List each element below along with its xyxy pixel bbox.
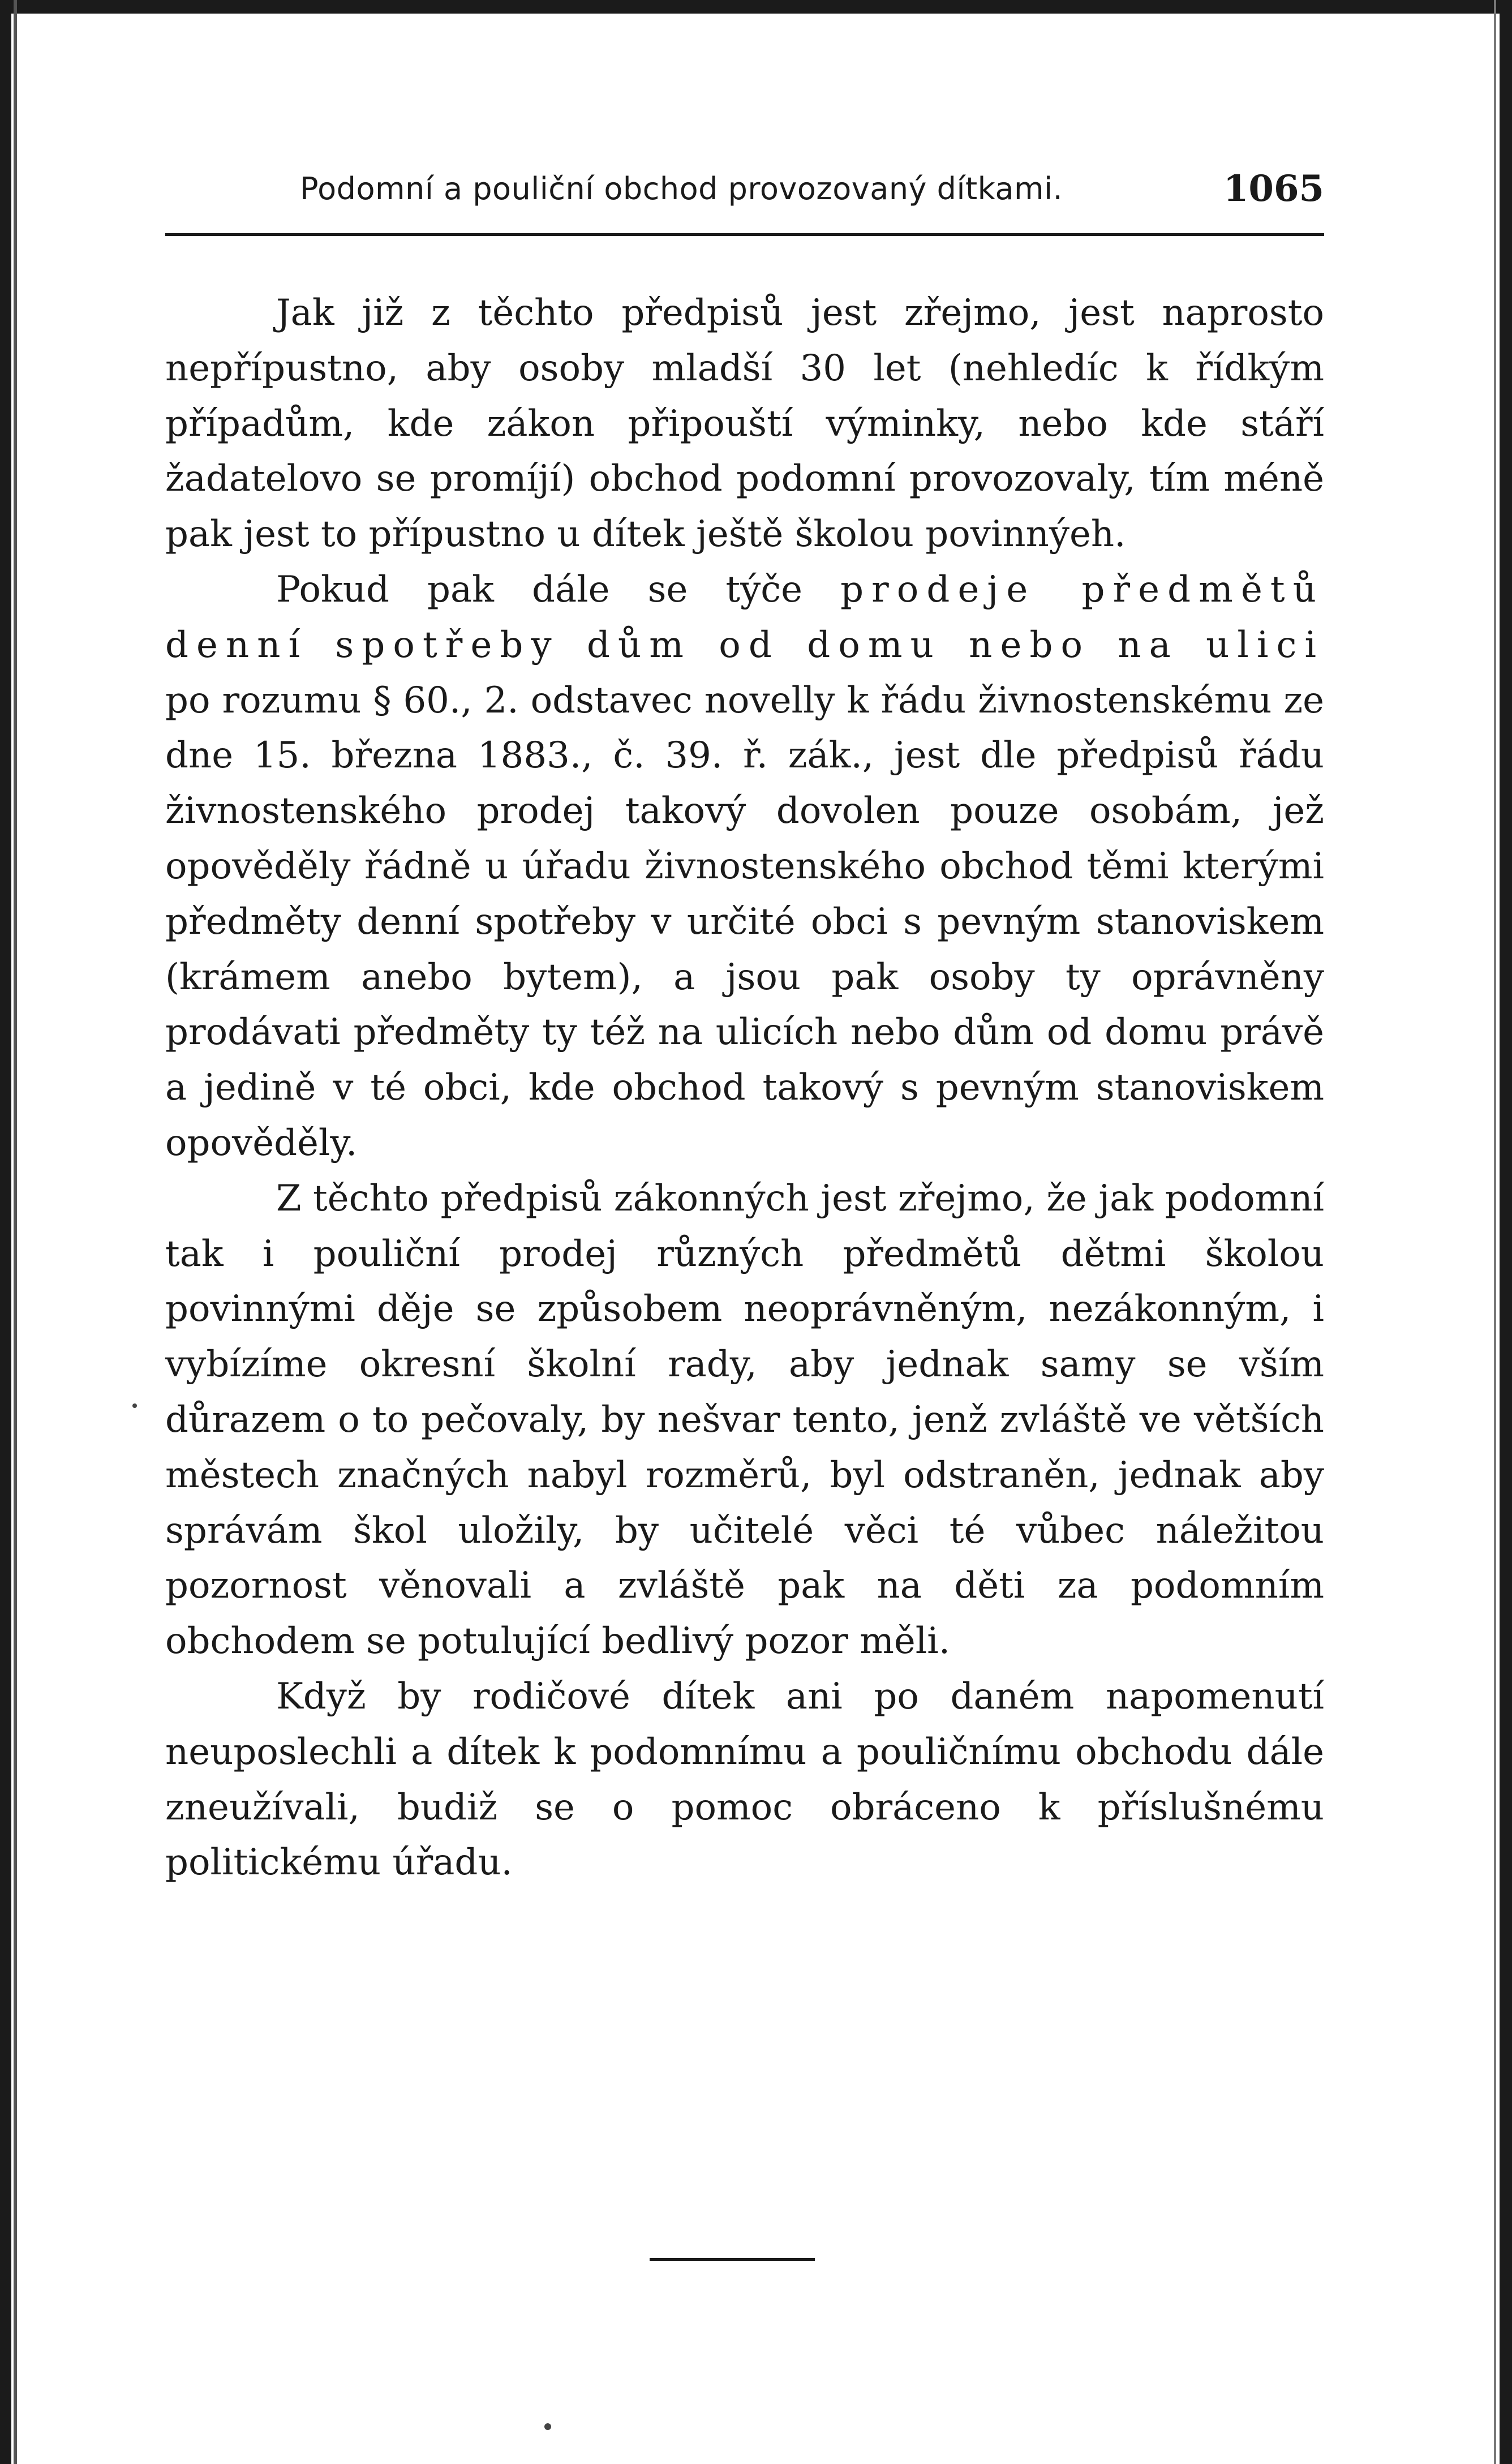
- paragraph-2-lead: Pokud pak dále se týče: [276, 568, 841, 611]
- paragraph-4: [165, 1669, 1324, 1891]
- paragraph-4-text: Když by rodičové dítek ani po daném napomenutí neuposlechli a dítek k podomnímu a pouličnímu obchodu dále zneužívali, budiž se o pomoc obráceno k příslušnému politickému úřadu.: [165, 1675, 1324, 1884]
- page-number: 1065: [1223, 168, 1324, 210]
- scan-speck: [132, 1403, 137, 1408]
- scan-border-right-inner: [1494, 0, 1496, 2464]
- paragraph-2-emphasis: prodeje předmětů denní spotřeby dům od domu nebo na ulici: [165, 568, 1325, 666]
- paragraph-2: [165, 563, 1324, 1171]
- paragraph-1-text: Jak již z těchto předpisů jest zřejmo, jest naprosto nepřípustno, aby osoby mladší 30 let (nehledíc k řídkým případům, kde zákon připouští výminky, nebo kde stáří žadatelovo se promíjí) obchod podomní provozovaly, tím méně pak jest to přípustno u dítek ještě školou povinnýeh.: [165, 292, 1324, 556]
- paragraph-3-text: Z těchto předpisů zákonných jest zřejmo, že jak podomní tak i pouliční prodej různých předmětů dětmi školou povinnými děje se způsobem neoprávněným, nezákonným, i vybízíme okresní školní rady, aby jednak samy se vším důrazem o to pečovaly, by nešvar tento, jenž zvláště ve větších městech značných nabyl rozměrů, byl odstraněn, jednak aby správám škol uložily, by učitelé věci té vůbec náležitou pozornost věnovali a zvláště pak na děti za podomním obchodem se potulující bedlivý pozor měli.: [165, 1177, 1324, 1663]
- scan-border-left: [0, 0, 11, 2464]
- running-title: Podomní a pouliční obchod provozovaný dítkami.: [300, 171, 1063, 207]
- end-rule: [650, 2258, 815, 2261]
- body-text: [165, 286, 1324, 1891]
- paragraph-1: [165, 286, 1324, 563]
- header-rule: [165, 233, 1324, 236]
- scan-border-left-inner: [14, 0, 17, 2464]
- scan-speck: [544, 2423, 551, 2430]
- paragraph-3: [165, 1171, 1324, 1669]
- scan-border-top: [0, 0, 1512, 14]
- page-header: [300, 164, 1324, 215]
- paragraph-2-rest: po rozumu § 60., 2. odstavec novelly k řádu živnostenskému ze dne 15. března 1883., č. 39. ř. zák., jest dle předpisů řádu živnostenského prodej takový dovolen pouze osobám, jež opověděly řádně u úřadu živnostenského obchod těmi kterými předměty denní spotřeby v určité obci s pevným stanoviskem (krámem anebo bytem), a jsou pak osoby ty oprávněny prodávati předměty ty též na ulicích nebo dům od domu právě a jedině v té obci, kde obchod takový s pevným stanoviskem opověděly.: [165, 679, 1324, 1164]
- scan-border-right: [1500, 0, 1512, 2464]
